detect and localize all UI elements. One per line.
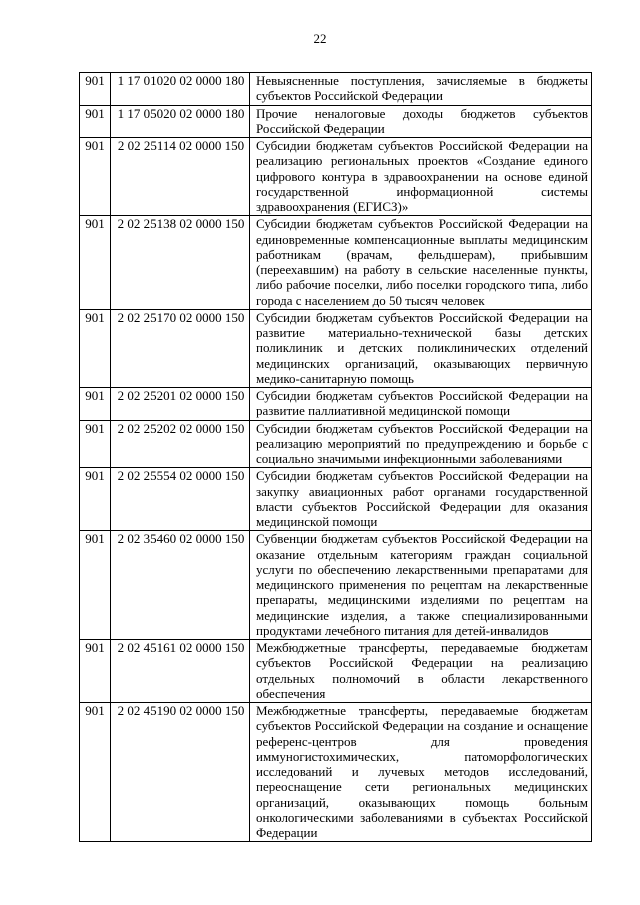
description-line: Субвенции бюджетам субъектов Российской Федерации на	[256, 531, 588, 547]
admin-code-cell: 901	[80, 105, 111, 138]
description-line: оказание отдельным категориям граждан социальной	[256, 546, 588, 562]
budget-classification-code-cell: 2 02 45161 02 0000 150	[111, 640, 250, 703]
admin-code-cell: 901	[80, 216, 111, 310]
table-row	[80, 703, 592, 842]
table-row	[80, 388, 592, 421]
admin-code-cell: 901	[80, 468, 111, 531]
description-line: реализацию региональных проектов «Создание единого	[256, 153, 588, 169]
budget-classification-code-cell: 1 17 01020 02 0000 180	[111, 73, 250, 106]
description-line: обеспечения	[256, 685, 326, 701]
income-description-cell	[250, 640, 592, 703]
table-row	[80, 420, 592, 468]
description-line: Невыясненные поступления, зачисляемые в бюджеты	[256, 73, 588, 88]
table-row	[80, 105, 592, 138]
description-line: Субсидии бюджетам субъектов Российской Федерации на	[256, 468, 588, 484]
description-line: субъектов Российской Федерации на реализацию	[256, 655, 588, 671]
table-row	[80, 216, 592, 310]
table-row	[80, 309, 592, 387]
description-line: (переехавшим) на работу в сельские населенные пункты,	[256, 262, 588, 277]
description-line: услуги по обеспечению лекарственными препаратами для	[256, 561, 588, 577]
income-description-cell	[250, 531, 592, 640]
budget-classification-code-cell: 2 02 35460 02 0000 150	[111, 531, 250, 640]
description-line: Прочие неналоговые доходы бюджетов субъектов	[256, 105, 588, 121]
description-line: Межбюджетные трансферты, передаваемые бюджетам	[256, 703, 588, 718]
description-line: единовременные компенсационные выплаты медицинским	[256, 231, 588, 247]
description-line: препараты, медицинскими изделиями по рецептам на	[256, 592, 588, 608]
income-description-cell	[250, 73, 592, 106]
description-line: исследований и лучевых методов исследований,	[256, 764, 588, 779]
budget-classification-code-cell: 2 02 25201 02 0000 150	[111, 388, 250, 421]
description-line: Субсидии бюджетам субъектов Российской Федерации на	[256, 138, 588, 153]
income-description-cell	[250, 388, 592, 421]
income-description-cell	[250, 138, 592, 216]
admin-code-cell: 901	[80, 703, 111, 842]
description-line: Субсидии бюджетам субъектов Российской Федерации на	[256, 388, 588, 403]
description-line: медицинских организаций, оказывающих первичную	[256, 355, 588, 371]
admin-code-cell: 901	[80, 420, 111, 468]
description-line: Субсидии бюджетам субъектов Российской Федерации на	[256, 420, 588, 436]
description-line: медицинского применения по рецептам на лекарственные	[256, 577, 588, 592]
description-line: здравоохранения (ЕГИСЗ)»	[256, 199, 409, 214]
description-line: социально значимыми инфекционными заболеваниями	[256, 451, 563, 466]
description-line: либо рабочие поселки, либо поселки городского типа, либо	[256, 277, 588, 293]
description-line: медицинской помощи	[256, 514, 378, 529]
budget-codes-table	[79, 72, 592, 842]
description-line: организаций, оказывающих помощь больным	[256, 794, 588, 810]
description-line: переоснащение сети региональных медицинских	[256, 779, 588, 795]
budget-classification-code-cell: 2 02 25114 02 0000 150	[111, 138, 250, 216]
table-row	[80, 73, 592, 106]
description-line: субъектов Российской Федерации	[256, 88, 443, 104]
description-line: цифрового контура в здравоохранении на основе единой	[256, 168, 588, 184]
admin-code-cell: 901	[80, 309, 111, 387]
budget-classification-code-cell: 2 02 25138 02 0000 150	[111, 216, 250, 310]
table-row	[80, 468, 592, 531]
description-line: развитие паллиативной медицинской помощи	[256, 403, 511, 419]
budget-classification-code-cell: 2 02 25202 02 0000 150	[111, 420, 250, 468]
description-line: работникам (врачам, фельдшерам), прибывшим	[256, 246, 588, 262]
description-line: медицинские изделия, а также специализированными	[256, 607, 588, 623]
table-row	[80, 138, 592, 216]
admin-code-cell: 901	[80, 388, 111, 421]
description-line: Субсидии бюджетам субъектов Российской Федерации на	[256, 216, 588, 232]
description-line: отдельных полномочий в области лекарственного	[256, 670, 588, 686]
admin-code-cell: 901	[80, 73, 111, 106]
description-line: закупку авиационных работ органами государственной	[256, 483, 588, 499]
income-description-cell	[250, 216, 592, 310]
description-line: развитие материально-технической базы детских	[256, 325, 588, 340]
income-description-cell	[250, 468, 592, 531]
description-line: власти субъектов Российской Федерации для оказания	[256, 498, 588, 514]
description-line: государственной информационной системы	[256, 183, 588, 199]
admin-code-cell: 901	[80, 138, 111, 216]
description-line: иммуногистохимических, патоморфологических	[256, 748, 588, 764]
table-row	[80, 531, 592, 640]
admin-code-cell: 901	[80, 640, 111, 703]
description-line: субъектов Российской Федерации на создание и оснащение	[256, 718, 588, 734]
description-line: поликлиник и детских поликлинических отделений	[256, 340, 588, 356]
description-line: реализацию мероприятий по предупреждению и борьбе с	[256, 435, 588, 451]
description-line: Федерации	[256, 825, 318, 840]
budget-classification-code-cell: 2 02 45190 02 0000 150	[111, 703, 250, 842]
income-description-cell	[250, 105, 592, 138]
description-line: продуктами лечебного питания для детей-инвалидов	[256, 622, 549, 638]
budget-classification-code-cell: 2 02 25170 02 0000 150	[111, 309, 250, 387]
admin-code-cell: 901	[80, 531, 111, 640]
description-line: референс-центров для проведения	[256, 733, 588, 749]
page-number: 22	[313, 31, 327, 46]
income-description-cell	[250, 309, 592, 387]
description-line: города с населением до 50 тысяч человек	[256, 292, 485, 308]
description-line: Российской Федерации	[256, 120, 385, 136]
income-description-cell	[250, 703, 592, 842]
table-row	[80, 640, 592, 703]
budget-classification-code-cell: 2 02 25554 02 0000 150	[111, 468, 250, 531]
income-description-cell	[250, 420, 592, 468]
description-line: Субсидии бюджетам субъектов Российской Федерации на	[256, 309, 588, 325]
description-line: онкологическими заболеваниями в субъектах Российской	[256, 809, 588, 825]
budget-classification-code-cell: 1 17 05020 02 0000 180	[111, 105, 250, 138]
description-line: Межбюджетные трансферты, передаваемые бюджетам	[256, 640, 588, 655]
description-line: медико-санитарную помощь	[256, 370, 414, 386]
